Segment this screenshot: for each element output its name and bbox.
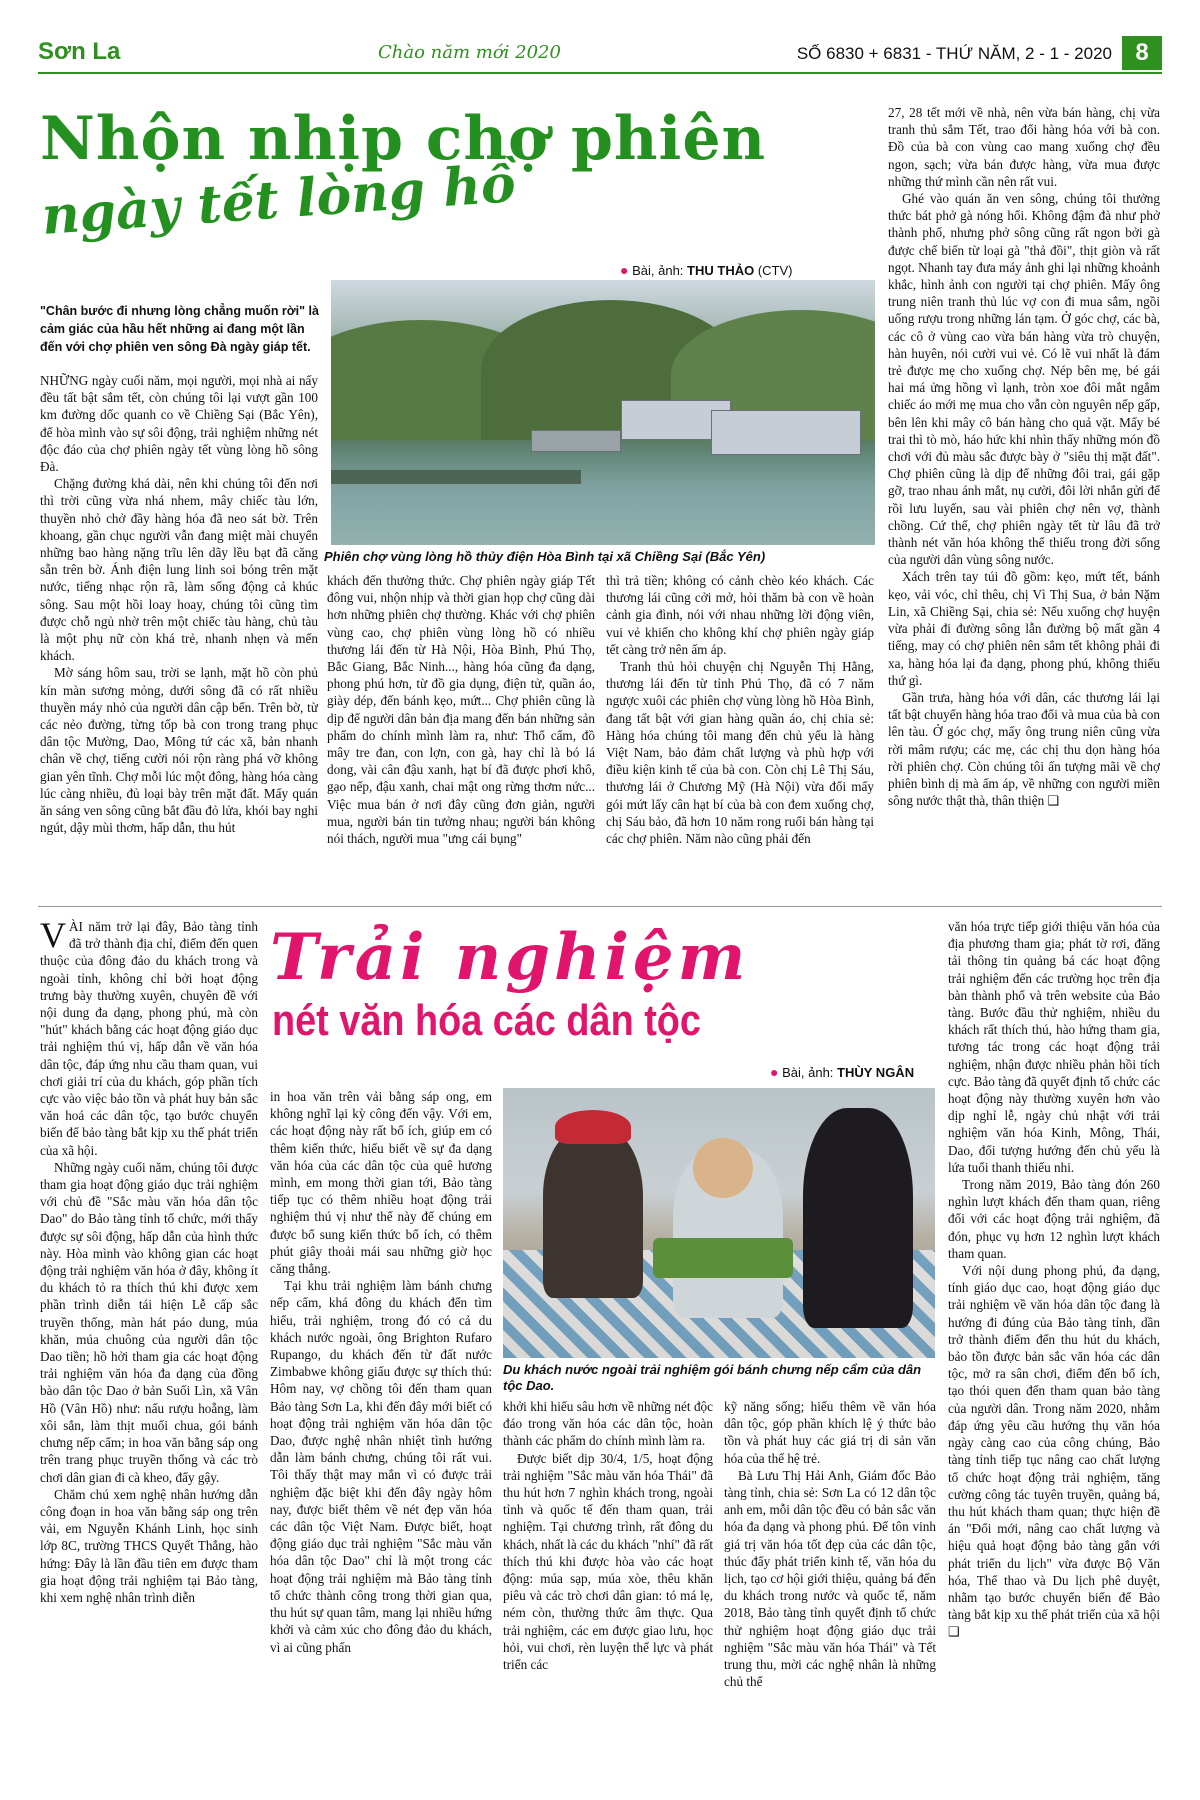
paragraph: NHỮNG ngày cuối năm, mọi người, mọi nhà ai nấy đều tất bật sắm tết, còn chúng tôi lại vượt gần 100 km đường dốc quanh co về Chiềng Sại (Bắc Yên), để hòa mình vào sự sôi động, trải nghiệm những nét độc đáo của chợ phiên ngày tết vùng lòng hồ sông Đà. [40, 373, 318, 475]
article2-photo [503, 1088, 935, 1358]
article2-column-3 [503, 1398, 713, 1764]
article1-column-3 [606, 572, 874, 882]
paragraph: khởi khi hiểu sâu hơn về những nét độc đáo trong văn hóa các dân tộc, hoàn thành các phẩm do chính mình làm ra. [503, 1399, 713, 1449]
page-number: 8 [1122, 36, 1162, 70]
paragraph: Được biết dịp 30/4, 1/5, hoạt động trải nghiệm "Sắc màu văn hóa Thái" đã thu hút hơn 7 nghìn khách trong, ngoài tỉnh và quốc tế đến tham quan, trải nghiệm. Tại chương trình, rất đông du khách, nhất là các du khách "nhí" đã rất thích thú khi được hòa vào các hoạt động: múa sạp, múa xòe, thêu khăn piêu và các trò chơi dân gian: tó má lẹ, ném còn, thường thức âm thực. Qua trải nghiệm, các em được giao lưu, học hỏi, vui chơi, rèn luyện thể lực và phát triển các [503, 1450, 713, 1673]
paragraph: in hoa văn trên vải bằng sáp ong, em không nghĩ lại kỳ công đến vậy. Với em, các hoạt động này rất bổ ích, giúp em có thêm kiến thức, hiểu biết về sự đa dạng văn hóa của các dân tộc của quê hương mình, em mong thời gian tới, Bảo tàng tiếp tục có thêm nhiều hoạt động trải nghiệm thú vị như thế này để chúng em được bổ sung kiến thức bổ ích, có thêm phút giây thoải mái sau những giờ học căng thẳng. [270, 1089, 492, 1277]
header-slogan: Chào năm mới 2020 [378, 42, 561, 63]
page-header [38, 30, 1162, 74]
paragraph: Tại khu trải nghiệm làm bánh chưng nếp cẩm, khá đông du khách đến tìm hiểu, trải nghiệm, trong đó có cả du khách nước ngoài, ông Brighton Rufaro Rupango, du khách đến từ đất nước Zimbabwe không giấu được sự thích thú: Hôm nay, vợ chồng tôi đến tham quan Bảo tàng Sơn La, khi đến đây mới biết có hoạt động trải nghiệm văn hóa dân tộc Dao, được nghệ nhân nhiệt tình hướng dẫn làm bánh chưng, chúng tôi rất vui. Tôi thấy thật may mắn vì có được trải nghiệm đặc biệt khi đến đây ngày hôm nay, được biết thêm về nét đẹp văn hóa các dân tộc Việt Nam. Được biết, hoạt động giáo dục trải nghiệm "Sắc màu văn hóa dân tộc Dao" chỉ là một trong các hoạt động trải nghiệm mà Bảo tàng tỉnh tổ chức thành công trong thời gian qua, thu hút sự quan tâm, mang lại nhiều hứng khởi và cảm xúc cho đông đảo du khách, vì ai cũng phấn [270, 1278, 492, 1655]
paragraph: thì trả tiền; không có cảnh chèo kéo khách. Các thương lái cũng cởi mở, hỏi thăm bà con về hoàn cảnh gia đình, nói với nhau những lời động viên, vui vẻ khiến cho không khí chợ phiên ngày giáp tết càng trở nên ấm áp. [606, 573, 874, 657]
paragraph: Tranh thủ hỏi chuyện chị Nguyễn Thị Hằng, thương lái đến từ tỉnh Phú Thọ, đã có 7 năm ngược xuôi các phiên chợ vùng lòng hồ Hòa Bình, đang tất bật với gian hàng quần áo, chị chia sẻ: Hàng hóa chúng tôi mang đến chủ yếu là hàng Việt Nam, bảo đảm chất lượng và phù hợp với điều kiện kinh tế của bà con. Còn chị Lê Thị Sáu, thương lái ở Chương Mỹ (Hà Nội) vừa đổi mấy gói mứt lấy cân hạt bí của bà con đem xuống chợ, chị Sáu bảo, đã hơn 10 năm rong ruổi bán hàng tại các chợ phiên. Năm nào cũng phải đến [606, 659, 874, 847]
article1-title-line1: Nhộn nhịp chợ phiên [40, 104, 767, 174]
article1-column-2 [327, 572, 595, 882]
byline-name: THU THẢO [687, 263, 755, 278]
article2-column-4 [724, 1398, 936, 1764]
article2-title-line1: Trải nghiệm [270, 920, 750, 995]
paragraph: Mờ sáng hôm sau, trời se lạnh, mặt hồ còn phủ kín màn sương mỏng, dưới sông đã có rất nhiều thuyền máy nhỏ của người dân cập bến. Trên bờ, từ các nẻo đường, từng tốp bà con trong trang phục dân tộc Mường, Dao, Mông tứ các xã, bản nhanh chân về chợ, tiếng cười nói rộn ràng phá vỡ không gian yên tĩnh. Chợ mỗi lúc một đông, hàng hóa càng lúc càng nhiều, đủ loại bày trên mặt đất. Mấy quán ăn sáng ven sông cũng bắt đầu đỏ lửa, khói bay nghi ngút, dậy mùi thơm, hấp dẫn, thu hút [40, 665, 318, 836]
article2-title-line2: nét văn hóa các dân tộc [272, 996, 701, 1045]
paragraph: kỹ năng sống; hiểu thêm về văn hóa dân tộc, góp phần khích lệ ý thức bảo tồn và phát huy các giá trị di sản văn hóa của thế hệ trẻ. [724, 1399, 936, 1466]
byline-prefix: Bài, ảnh: [782, 1065, 834, 1080]
paragraph [40, 918, 258, 1159]
article1-photo-caption: Phiên chợ vùng lòng hồ thủy điện Hòa Bình tại xã Chiềng Sại (Bắc Yên) [324, 549, 766, 564]
bullet-icon: ● [770, 1064, 779, 1080]
article1-byline [620, 262, 793, 278]
bullet-icon: ● [620, 262, 629, 278]
article2-byline [770, 1064, 914, 1080]
paragraph: Trong năm 2019, Bảo tàng đón 260 nghìn lượt khách đến tham quan, riêng đối với các hoạt động trải nghiệm, đã đón, phục vụ hơn 12 nghìn lượt khách tham quan. [948, 1177, 1160, 1261]
section-name: Sơn La [38, 38, 121, 65]
paragraph: Xách trên tay túi đồ gồm: kẹo, mứt tết, bánh kẹo, vải vóc, chỉ thêu, chị Vì Thị Sua, ở bản Nặm Lin, xã Chiềng Sại, chia sẻ: Nếu xuống chợ huyện vừa phải đi đường sông lẫn đường bộ mất gần 4 tiếng, may có chợ phiên nên sắm tết không phải đi xa, hàng hóa lại đa dạng, phong phú, không thiếu thứ gì. [888, 569, 1160, 688]
paragraph: Bà Lưu Thị Hải Anh, Giám đốc Bảo tàng tỉnh, chia sẻ: Sơn La có 12 dân tộc anh em, mỗi dân tộc đều có bản sắc văn hóa đa dạng và phong phú. Để tôn vinh giá trị văn hóa tốt đẹp của các dân tộc, thúc đẩy phát triển kinh tế, văn hóa du lịch, tạo cơ hội giới thiệu, quảng bá đến du khách trong nước và quốc tế, năm 2018, Bảo tàng tỉnh quyết định tổ chức thử nghiệm hoạt động giáo dục trải nghiệm "Sắc màu văn hóa Thái" và Tết trung thu, mời các nghệ nhân là những chủ thể [724, 1467, 936, 1690]
byline-prefix: Bài, ảnh: [632, 263, 684, 278]
article2-column-1 [40, 918, 258, 1764]
paragraph: Ghé vào quán ăn ven sông, chúng tôi thưởng thức bát phở gà nóng hổi. Không đậm đà như phở thành phố, nhưng phở sông cũng rất ngon bởi gà được chế biến từ loại gà "thả đồi", thịt giòn và rất ngọt. Nhanh tay đưa máy ảnh ghi lại những khoảnh khắc, hình ảnh con người tại chợ phiên. Mấy ông trung niên tranh thủ lúc vợ con đi mua sắm, ngồi uống rượu trong những lán tạm. Ở góc chợ, các bà, các cô ở vùng cao vừa bán hàng vừa trò chuyện, hàn huyên, nói cười vui vẻ. Có lẽ vui nhất là đám trẻ được mẹ cho xuống chợ. Nép bên mẹ, bé gái hai má ửng hồng vì lạnh, tròn xoe đôi mắt ngắm chiếc áo mới mẹ mua cho vẫn còn nguyên nếp gấp, bên lên khi mây cô bán hàng cho quả vặt. Mấy bé trai thì tò mò, háo hức khi nhìn thấy những món đồ chơi với đủ màu sắc được bày ở "siêu thị mặt đất". Chợ phiên cũng là dịp để những đôi trai, gái gặp gỡ, trao nhau ánh mắt, nụ cười, đôi lời nhắn gửi để rồi lưu luyến, sau vài phiên chợ nên vợ, thành chồng. Cứ thế, chợ phiên ngày tết từ lâu đã trở thành nét văn hóa không thể thiếu trong đời sống của người dân vùng sông nước. [888, 191, 1160, 568]
article2-column-2 [270, 1088, 492, 1764]
paragraph: Chăm chú xem nghệ nhân hướng dẫn công đoạn in hoa văn bằng sáp ong trên vải, em Nguyễn Khánh Linh, học sinh lớp 8C, trường THCS Quyết Thắng, hào hứng: Đây là lần đầu tiên em được tham gia hoạt động trải nghiệm tại Bảo tàng, khi xem nghệ nhân trình diễn [40, 1486, 258, 1605]
paragraph: Chặng đường khá dài, nên khi chúng tôi đến nơi thì trời cũng vừa nhá nhem, mây chiếc tàu lớn, thuyền nhỏ chở đầy hàng hóa đã neo sát bờ. Trên khoang, gần chục người vẫn đang miệt mài chuyển những bao hàng nặng trĩu lên dãy lều bạt đã căng sẵn trên bờ. Ánh điện lung linh soi bóng trên mặt nước, tiếng nhạc rộn rã, làm sống động cả khúc sông. Sau một hồi loay hoay, chúng tôi cũng tìm được chỗ ngủ nhờ trên một chiếc tàu hàng, chủ tàu là một phụ nữ còn khá trẻ, nhanh nhẹn và mến khách. [40, 476, 318, 664]
article1-photo [331, 280, 875, 545]
article1-column-1 [40, 372, 318, 882]
byline-suffix: (CTV) [757, 263, 793, 278]
paragraph-text: ÀI năm trở lại đây, Bảo tàng tỉnh đã trở thành địa chỉ, điểm đến quen thuộc của đông đảo du khách trong và ngoài tỉnh, không chỉ bởi hoạt động trưng bày thường xuyên, chuyên đề với nội dung đa dạng, phong phú, mà còn "hút" khách bằng các hoạt động giáo dục trải nghiệm thú vị, hấp dẫn về văn hóa dân tộc, đáp ứng nhu cầu tham quan, vui chơi giải trí của du khách, góp phần tích cực vào việc bảo tồn và phát huy bản sắc văn hoá các dân tộc, tạo bước chuyển biến để bảo tàng bắt kịp xu thế phát triển của xã hội. [40, 919, 258, 1158]
paragraph: khách đến thưởng thức. Chợ phiên ngày giáp Tết đông vui, nhộn nhịp và thời gian họp chợ cũng dài hơn những phiên chợ thường. Khác với chợ phiên vùng cao, chợ phiên vùng lòng hồ có nhiều thương lái đến từ Hà Nội, Hòa Bình, Phú Thọ, Bắc Giang, Bắc Ninh..., hàng hóa cũng đa dạng, phong phú hơn, từ đồ gia dụng, điện tử, quần áo, giày dép, đến bánh kẹo, mứt... Chợ phiên cũng là dịp để người dân bản địa mang đến bán những sản phẩm do chính mình làm ra, như: Thổ cẩm, đồ mây tre đan, con lợn, con gà, hay chỉ là bó lá dong, vài cân đậu xanh, hạt bí đã được phơi khô, gạo nếp, đậu xanh, chai mật ong rừng thơm nức... Việc mua bán ở nơi đây cũng đơn giản, người mua, người bán tin tưởng nhau; người bán không nói thách, người mua "ưng cái bụng" [327, 573, 595, 847]
paragraph: Gần trưa, hàng hóa với dân, các thương lái lại tất bật chuyển hàng hóa trao đổi và mua của bà con lên tàu. Ở góc chợ, mấy ông trung niên cũng vừa rời mâm rượu; các mẹ, các chị thu dọn hàng hóa rời phiên chợ. Còn chúng tôi ấn tượng mãi về chợ phiên bình dị mà ấm áp, về những con người miền sông nước thật thà, thân thiện ❑ [888, 689, 1160, 809]
issue-info: SỐ 6830 + 6831 - THỨ NĂM, 2 - 1 - 2020 [796, 44, 1112, 63]
paragraph: 27, 28 tết mới về nhà, nên vừa bán hàng, chị vừa tranh thủ sắm Tết, trao đổi hàng hóa với bà con. Đồ của bà con vùng cao mang xuống chợ đều ngon, sạch; vừa bán được hàng, vừa mua được những thứ mình cần nên rất vui. [888, 105, 1160, 189]
article2-column-5 [948, 918, 1160, 1764]
byline-name: THÙY NGÂN [837, 1065, 915, 1080]
paragraph: Với nội dung phong phú, đa dạng, tính giáo dục cao, hoạt động giáo dục trải nghiệm về văn hóa dân tộc đang là hướng đi đúng của Bảo tàng tỉnh, dần trở thành điểm đến thu hút du khách, bảo tồn được bản sắc văn hóa các dân tộc, mở ra sân chơi, điểm đến bổ ích, tạo thói quen đến tham quan bảo tàng của người dân. Trong năm 2020, nhằm đáp ứng yêu cầu hướng thụ văn hóa ngày càng cao của công chúng, Bảo tàng tỉnh tiếp tục nâng cao chất lượng tổ chức hoạt động trải nghiệm, tăng cường công tác tuyên truyền, quảng bá, thu hút khách tham quan; thực hiện đề án "Đổi mới, nâng cao chất lượng và hiệu quả hoạt động bảo tàng gắn với phát triển du lịch" vừa được Bộ Văn hóa, Thể thao và Du lịch phê duyệt, nhằm tạo bước chuyển biến để Bảo tàng bắt kịp xu thế phát triển của xã hội ❑ [948, 1263, 1160, 1640]
article1-column-4 [888, 104, 1160, 884]
article1-intro: "Chân bước đi nhưng lòng chẳng muốn rời" là cảm giác của hầu hết những ai đang một lần đến với chợ phiên ven sông Đà ngày giáp tết. [40, 304, 319, 354]
article-divider [38, 906, 1162, 907]
drop-cap: V [40, 918, 66, 955]
header-rule [38, 72, 1162, 74]
article2-photo-caption: Du khách nước ngoài trải nghiệm gói bánh chưng nếp cẩm của dân tộc Dao. [503, 1362, 922, 1393]
paragraph: Những ngày cuối năm, chúng tôi được tham gia hoạt động giáo dục trải nghiệm với chủ đề "Sắc màu văn hóa dân tộc Dao" do Bảo tàng tỉnh tổ chức, mới thấy được sự sôi động, hấp dẫn của hình thức này. Hòa mình vào không gian các hoạt động trải nghiệm văn hóa ở đây, không ít du khách tỏ ra thích thú khi được xem phần trình diễn tái hiện Lễ cấp sắc truyền thống, màn hát páo dung, múa khăn, múa chuông của người dân tộc Dao tiền; hồ hởi tham gia các hoạt động trải nghiệm văn hóa đa dạng của đồng bào dân tộc Dao ở bản Suối Lìn, xã Vân Hồ (Vân Hồ) như: nấu rượu hoẵng, làm xôi sắn, làm thịt muối chua, gói bánh chưng nếp cẩm; in hoa văn bằng sáp ong trên trang phục truyền thống và các trò chơi dân gian đi cà kheo, đẩy gậy. [40, 1159, 258, 1485]
paragraph: văn hóa trực tiếp giới thiệu văn hóa của địa phương tham gia; phát tờ rơi, đăng tải thông tin quảng bá các hoạt động trải nghiệm đến các trường học trên địa bàn thành phố và trên website của Bảo tàng. Bước đầu thử nghiệm, nhiều du khách rất thích thú, hào hứng tham gia, tương tác trong các hoạt động trải nghiệm, nhận được nhiều phản hồi tích cực. Bảo tàng đã quyết định tổ chức các hoạt động này thường xuyên hơn vào dịp nghỉ lễ, ngày chủ nhật với trải nghiệm văn hóa Kinh, Mông, Thái, Dao, đối tượng hướng đến chủ yếu là lứa tuổi thanh thiếu nhi. [948, 919, 1160, 1175]
article1-title-line2: ngày tết lòng hồ [39, 153, 518, 247]
